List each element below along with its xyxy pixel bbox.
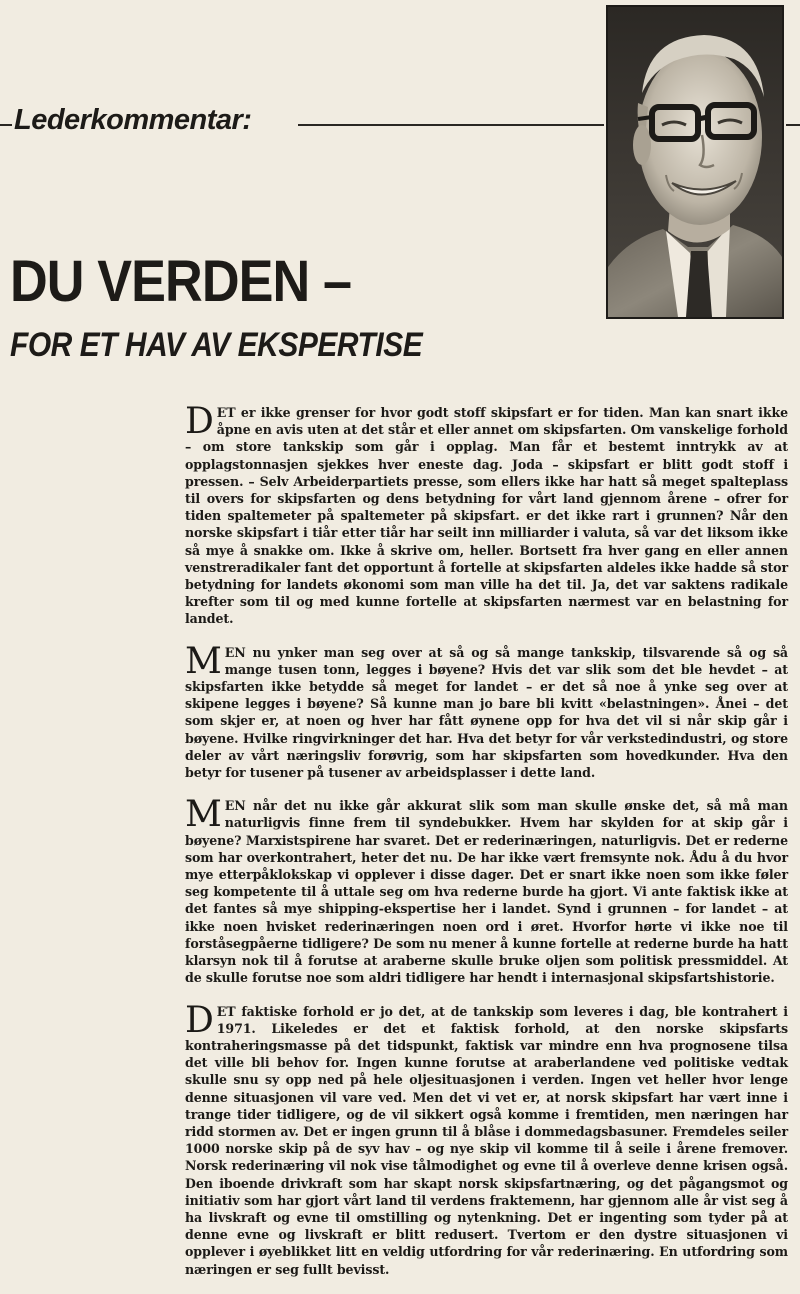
subheadline: FOR ET HAV AV EKSPERTISE xyxy=(10,326,423,364)
article-paragraph-2 xyxy=(185,640,788,782)
article-body xyxy=(185,401,788,1294)
article-paragraph-1 xyxy=(185,401,788,628)
dropcap: M xyxy=(185,640,222,682)
kicker-rule-right xyxy=(786,124,800,126)
article-paragraph-3 xyxy=(185,794,788,986)
dropcap: D xyxy=(185,401,214,442)
paragraph-text: ET er ikke grenser for hvor godt stoff skipsfart er for tiden. Man kan snart ikke åpne en avis uten at det står et eller annet om skipsfarten. Om vanskelige forhold – om store tankskip som går i opplag. Man får et bestemt inntrykk av at opplagstonnasjen sjekkes hver eneste dag. Joda – skipsfart er blitt godt stoff i pressen. – Selv Arbeiderpartiets presse, som ellers ikke har hatt så meget spalteplass til overs for skipsfarten og dens betydning for vårt land gjennom årene – ofrer for tiden spaltemeter på spaltemeter på skipsfart. er det ikke rart i grunnen? Når den norske skipsfart i tiår etter tiår har seilt inn milliarder i valuta, så var det liksom ikke så mye å snakke om. Ikke å skrive om, heller. Bortsett fra hver gang en eller annen venstreradikaler fant det opportunt å fortelle at skipsfarten aldeles ikke hadde så stor betydning for landets økonomi som man ville ha det til. Ja, det var saktens radikale krefter som til og med kunne fortelle at skipsfarten nærmest var en belastning for landet. xyxy=(185,405,788,627)
bleed-through-texture xyxy=(0,440,175,580)
dropcap: M xyxy=(185,794,222,836)
kicker-rule-left xyxy=(0,124,12,126)
paragraph-text: ET faktiske forhold er jo det, at de tankskip som leveres i dag, ble kontrahert i 1971. Likeledes er det et faktisk forhold, at den norske skipsfarts kontraheringsmasse på det tidspunkt, faktisk var mindre enn hva prognosene tilsa det ville bli behov for. Ingen kunne forutse at araberlandene ved politiske vedtak skulle snu sy opp ned på hele oljesituasjonen i verden. Ingen vet heller hvor lenge denne situasjonen vil vare ved. Men det vi vet er, at norsk skipsfart har vært inne i trange tider tidligere, og de vil sikkert også komme i fremtiden, men næringen har ridd stormen av. Det er ingen grunn til å blåse i dommedagsbasuner. Fremdeles seiler 1000 norske skip på de syv hav – og nye skip vil komme til å seile i årene fremover. Norsk rederinæring vil nok vise tålmodighet og evne til å overleve denne krisen også. Den iboende drivkraft som har skapt norsk skipsfartnæring, og det pågangsmot og initiativ som har gjort vårt land til verdens fraktemenn, har gjennom alle år vist seg å ha livskraft og evne til omstilling og nytenkning. Det er ingenting som tyder på at denne evne og livskraft er blitt redusert. Tvertom er den dystre situasjonen vi opplever i øyeblikket litt en veldig utfordring for vår rederinæring. En utfordring som næringen er seg fullt bevisst. xyxy=(185,1003,788,1277)
section-kicker: Lederkommentar: xyxy=(14,104,252,136)
headline: DU VERDEN – xyxy=(10,249,352,314)
article-paragraph-4 xyxy=(185,999,788,1278)
dropcap: D xyxy=(185,999,214,1041)
paragraph-text: EN når det nu ikke går akkurat slik som man skulle ønske det, så må man naturligvis finne frem til syndebukker. Hvem har skylden for at skip går i bøyene? Marxistspirene har svaret. Det er rederinæringen, naturligvis. Det er rederne som har overkontrahert, heter det nu. De har ikke vært fremsynte nok. Ådu å du hvor mye etterpåklokskap vi opplever i disse dager. Det er snart ikke noen som ikke føler seg kompetente til å uttale seg om hva rederne burde ha gjort. Vi ante faktisk ikke at det fantes så mye shipping-ekspertise her i landet. Synd i grunnen – for landet – at ikke noen hvisket rederinæringen noen ord i øret. Hvorfor hørte vi ikke noe til forståsegpåerne tidligere? De som nu mener å kunne fortelle at rederne burde ha hatt klarsyn nok til å forutse at araberne skulle bruke oljen som politisk pressmiddel. At de skulle forutse noe som aldri tidligere har hendt i internasjonal skipsfartshistorie. xyxy=(185,798,788,986)
paragraph-text: EN nu ynker man seg over at så og så mange tankskip, tilsvarende så og så mange tusen tonn, legges i bøyene? Hvis det var slik som det ble hevdet – at skipsfarten ikke betydde så meget for landet – er det så noe å ynke seg over at skipene legges i bøyene? Så kunne man jo bare bli kvitt «belastningen». Ånei – det som skjer er, at noen og hver har fått øynene opp for hva det vil si når skip går i bøyene. Hvilke ringvirkninger det har. Hva det betyr for vår verkstedindustri, og store deler av vårt næringsliv forøvrig, som har skipsfarten som hovedkunder. Hva den betyr for tusener på tusener av arbeidsplasser i dette land. xyxy=(185,644,788,781)
kicker-rule-middle xyxy=(298,124,604,126)
portrait-photo xyxy=(606,5,784,319)
